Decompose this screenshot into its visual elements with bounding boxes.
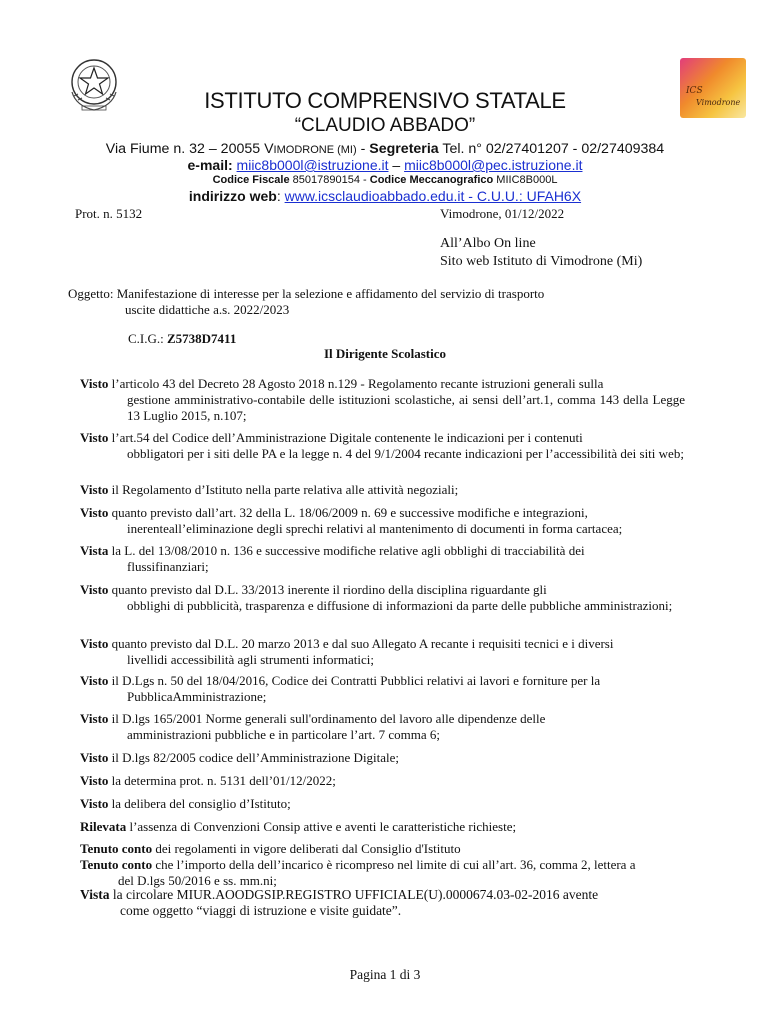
cf-value: 85017890154 -: [289, 174, 370, 186]
premise-text: l’articolo 43 del Decreto 28 Agosto 2018 n.129 - Regolamento recante istruzioni generali sulla: [108, 376, 604, 391]
premise-text: il Regolamento d’Istituto nella parte relativa alle attività negoziali;: [108, 482, 459, 497]
premise-text: il D.Lgs n. 50 del 18/04/2016, Codice dei Contratti Pubblici relativi ai lavori e forniture per la: [108, 673, 601, 688]
address-prefix: Via Fiume n. 32 – 20055 V: [105, 141, 274, 157]
segreteria-label: Segreteria: [369, 141, 439, 157]
premise-keyword: Visto: [80, 505, 109, 520]
school-title: ISTITUTO COMPRENSIVO STATALE: [204, 88, 566, 113]
premise-keyword: Visto: [80, 430, 109, 445]
premise-item: [80, 819, 685, 835]
page-number: Pagina 1 di 3: [349, 967, 421, 982]
premise-item: [80, 636, 685, 668]
cf-label: Codice Fiscale: [212, 174, 290, 186]
premise-item: [80, 543, 685, 575]
premise-continuation: obblighi di pubblicità, trasparenza e diffusione di informazioni da parte delle pubbliche amministrazioni;: [127, 598, 673, 613]
premise-text: la circolare MIUR.AOODGSIP.REGISTRO UFFICIALE(U).0000674.03-02-2016 avente: [109, 887, 599, 902]
address-town: IMODRONE (MI): [273, 144, 357, 156]
website-link[interactable]: www.icsclaudioabbado.edu.it - C.U.U.: UFAH6X: [284, 188, 582, 204]
document-date: Vimodrone, 01/12/2022: [440, 206, 565, 221]
premise-item: [80, 796, 685, 812]
mecc-label: Codice Meccanografico: [369, 174, 494, 186]
premise-continuation: livellidi accessibilità agli strumenti informatici;: [127, 652, 374, 667]
premise-keyword: Rilevata: [80, 819, 127, 834]
email-line: e-mail: miic8b000l@istruzione.it – miic8b000l@pec.istruzione.it: [187, 157, 583, 173]
cig-value: Z5738D7411: [167, 331, 237, 346]
premise-text: quanto previsto dal D.L. 20 marzo 2013 e dal suo Allegato A recante i requisiti tecnici e i diversi: [108, 636, 614, 651]
premise-item: [80, 773, 685, 789]
subject-line-1: Oggetto: Manifestazione di interesse per la selezione e affidamento del servizio di trasporto: [68, 286, 545, 301]
premise-keyword: Visto: [80, 482, 109, 497]
premise-keyword: Visto: [80, 796, 109, 811]
premise-text: il D.lgs 165/2001 Norme generali sull'ordinamento del lavoro alle dipendenze delle: [108, 711, 546, 726]
premise-item: [80, 482, 685, 498]
premise-item: [80, 430, 685, 462]
premise-text: quanto previsto dal D.L. 33/2013 inerente il riordino della disciplina riguardante gli: [108, 582, 547, 597]
web-label: indirizzo web: [188, 188, 277, 204]
recipient-2: Sito web Istituto di Vimodrone (Mi): [440, 254, 643, 269]
premise-item: [80, 750, 685, 766]
premise-keyword: Visto: [80, 376, 109, 391]
subject-line-2: uscite didattiche a.s. 2022/2023: [125, 302, 290, 317]
premise-item: [80, 711, 685, 743]
premise-keyword: Visto: [80, 673, 109, 688]
premise-text: il D.lgs 82/2005 codice dell’Amministrazione Digitale;: [108, 750, 400, 765]
premise-continuation: amministrazioni pubbliche e in particolare l’art. 7 comma 6;: [127, 727, 440, 742]
cig-label: C.I.G.:: [128, 331, 167, 346]
premise-text: che l’importo della dell’incarico è ricompreso nel limite di cui all’art. 36, comma 2, lettera a: [152, 857, 636, 872]
dirigente-heading: Il Dirigente Scolastico: [323, 346, 447, 361]
premise-item: [80, 505, 685, 537]
codes-line: [0, 174, 770, 186]
premise-continuation: PubblicaAmministrazione;: [127, 689, 267, 704]
premise-keyword: Visto: [80, 773, 109, 788]
premise-text: l’art.54 del Codice dell’Amministrazione Digitale contenente le indicazioni per i contenuti: [108, 430, 583, 445]
email-label: e-mail: [187, 157, 228, 173]
premise-text: la L. del 13/08/2010 n. 136 e successive modifiche relative agli obblighi di tracciabilità dei: [108, 543, 585, 558]
premise-keyword: Tenuto conto: [80, 841, 153, 856]
premise-keyword: Vista: [80, 543, 109, 558]
premise-continuation: inerenteall’eliminazione degli sprechi relativi al mantenimento di documenti in forma cartacea;: [127, 521, 623, 536]
phone-numbers: Tel. n° 02/27401207 - 02/27409384: [438, 141, 665, 157]
premise-continuation: del D.lgs 50/2016 e ss. mm.ni;: [118, 873, 277, 888]
address-sep: -: [356, 141, 370, 157]
premise-item: [80, 582, 685, 614]
premise-text: la determina prot. n. 5131 dell’01/12/2022;: [108, 773, 336, 788]
premise-keyword: Tenuto conto: [80, 857, 153, 872]
school-name: “CLAUDIO ABBADO”: [294, 115, 476, 136]
premise-text: l’assenza di Convenzioni Consip attive e aventi le caratteristiche richieste;: [126, 819, 517, 834]
premise-item: [80, 841, 685, 857]
email-link-2[interactable]: miic8b000l@pec.istruzione.it: [404, 157, 583, 173]
premise-text: dei regolamenti in vigore deliberati dal Consiglio d'Istituto: [152, 841, 461, 856]
logo-text: ICS: [686, 86, 703, 96]
logo-text-2: Vimodrone: [696, 98, 741, 107]
mecc-value: MIIC8B000L: [493, 174, 558, 186]
premise-keyword: Vista: [80, 887, 110, 902]
premise-keyword: Visto: [80, 636, 109, 651]
premise-text: la delibera del consiglio d’Istituto;: [108, 796, 291, 811]
premise-keyword: Visto: [80, 711, 109, 726]
premise-item: [80, 887, 685, 919]
premise-continuation: come oggetto “viaggi di istruzione e visite guidate”.: [120, 903, 402, 918]
premise-continuation: gestione amministrativo-contabile delle istituzioni scolastiche, ai sensi dell’art.1, comma 143 della Legge 13 Luglio 2015, n.107;: [127, 392, 685, 423]
cig-code: [128, 331, 236, 347]
recipient-1: All’Albo On line: [440, 236, 536, 251]
premise-item: [80, 673, 685, 705]
protocol-number: Prot. n. 5132: [75, 206, 143, 221]
premise-item: [80, 376, 685, 424]
premise-item: [80, 857, 685, 889]
premise-keyword: Visto: [80, 750, 109, 765]
address-line: [0, 141, 770, 157]
premise-continuation: obbligatori per i siti delle PA e la legge n. 4 del 9/1/2004 recante indicazioni per l’accessibilità dei siti web;: [127, 446, 684, 461]
web-line: indirizzo web: www.icsclaudioabbado.edu.it - C.U.U.: UFAH6X: [188, 188, 582, 204]
email-link-1[interactable]: miic8b000l@istruzione.it: [236, 157, 389, 173]
premise-text: quanto previsto dall’art. 32 della L. 18/06/2009 n. 69 e successive modifiche e integrazioni,: [108, 505, 588, 520]
premise-keyword: Visto: [80, 582, 109, 597]
premise-continuation: flussifinanziari;: [127, 559, 209, 574]
